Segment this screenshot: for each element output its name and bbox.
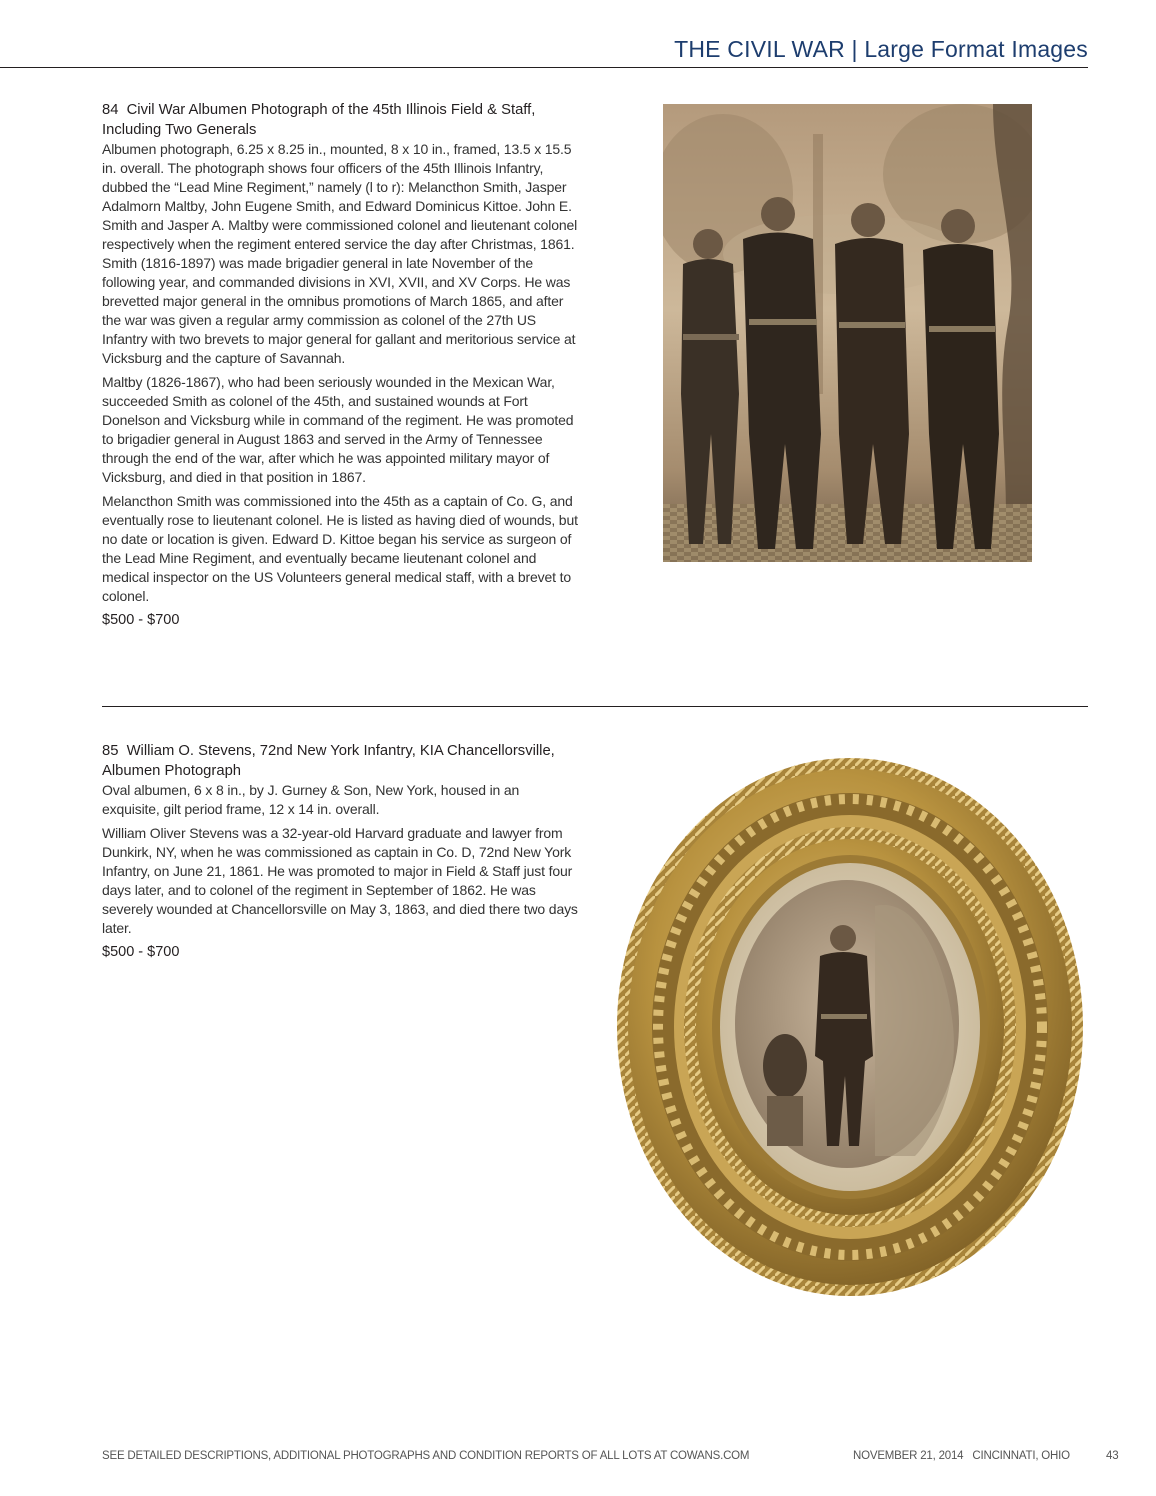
lot-84-paragraph-1: Albumen photograph, 6.25 x 8.25 in., mounted, 8 x 10 in., framed, 13.5 x 15.5 in. overall. The photograph shows four officers of the 45th Illinois Infantry, dubbed the “Lead Mine Regiment,” namely (l to r): Melancthon Smith, Jasper Adalmorn Maltby, John Eugene Smith, and Edward Dominicus Kittoe. John E. Smith and Jasper A. Maltby were commissioned colonel and lieutenant colonel respectively when the regiment entered service the day after Christmas, 1861. Smith (1816-1897) was made brigadier general in late November of the following year, and commanded divisions in XVI, XVII, and XV Corps. He was brevetted major general in the omnibus promotions of March 1865, and after the war was given a regular army commission as colonel of the 27th US Infantry with two brevets to major general for gallant and meritorious service at Vicksburg and the capture of Savannah. xyxy=(102,141,578,366)
lot-85-title-text: William O. Stevens, 72nd New York Infantry, KIA Chancellorsville, Albumen Photograph xyxy=(102,743,555,779)
lot-85-title xyxy=(102,742,580,781)
lot-84-photograph xyxy=(663,104,1032,562)
lot-84-number: 84 xyxy=(102,102,119,118)
lot-84 xyxy=(102,101,580,630)
footer-date-location: NOVEMBER 21, 2014 CINCINNATI, OHIO xyxy=(853,1450,1070,1462)
lot-85 xyxy=(102,742,580,962)
lot-85-framed-photograph xyxy=(615,756,1085,1298)
footer-website-note: SEE DETAILED DESCRIPTIONS, ADDITIONAL PHOTOGRAPHS AND CONDITION REPORTS OF ALL LOTS AT COWANS.COM xyxy=(102,1450,750,1462)
lot-84-paragraph-2: Maltby (1826-1867), who had been seriously wounded in the Mexican War, succeeded Smith as colonel of the 45th, and sustained wounds at Fort Donelson and Vicksburg while in command of the regiment. He was promoted to brigadier general in August 1863 and served in the Army of Tennessee through the end of the war, after which he was appointed military mayor of Vicksburg, and died in that position in 1867. xyxy=(102,374,574,485)
lot-84-paragraph-3: Melancthon Smith was commissioned into the 45th as a captain of Co. G, and eventually rose to lieutenant colonel. He is listed as having died of wounds, but no date or location is given. Edward D. Kittoe began his service as surgeon of the Lead Mine Regiment, and eventually became lieutenant colonel and medical inspector on the US Volunteers general medical staff, with a brevet to colonel. xyxy=(102,493,578,604)
lot-84-estimate: $500 - $700 xyxy=(102,612,180,628)
lot-85-number: 85 xyxy=(102,743,119,759)
lot-85-paragraph-1: Oval albumen, 6 x 8 in., by J. Gurney & Son, New York, housed in an exquisite, gilt period frame, 12 x 14 in. overall. xyxy=(102,782,520,817)
section-title: THE CIVIL WAR | Large Format Images xyxy=(674,36,1088,62)
lot-84-title xyxy=(102,101,580,140)
lot-85-paragraph-2: William Oliver Stevens was a 32-year-old Harvard graduate and lawyer from Dunkirk, NY, when he was commissioned as captain in Co. D, 72nd New York Infantry, on June 21, 1861. He was promoted to major in Field & Staff just four days later, and to colonel of the regiment in September of 1862. He was severely wounded at Chancellorsville on May 3, 1863, and died there two days later. xyxy=(102,825,578,936)
section-divider xyxy=(102,706,1088,707)
page-number: 43 xyxy=(1106,1450,1119,1462)
header-rule xyxy=(0,67,1088,68)
lot-84-title-text: Civil War Albumen Photograph of the 45th Illinois Field & Staff, Including Two Generals xyxy=(102,102,536,138)
lot-85-estimate: $500 - $700 xyxy=(102,944,180,960)
